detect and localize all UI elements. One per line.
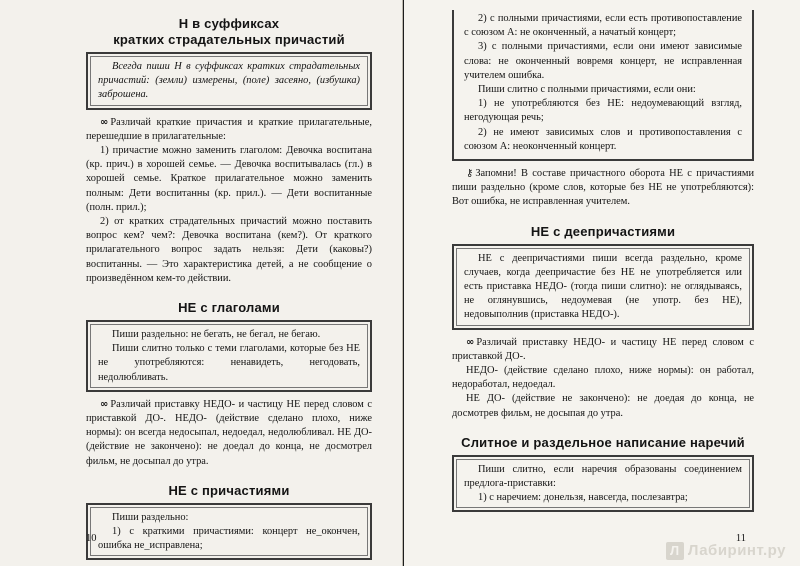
rule-text-3: Пиши слитно с полными причастиями, если они:: [478, 84, 696, 96]
paragraph-text: Различай приставку НЕДО- и частицу НЕ перед словом с приставкой ДО-. НЕДО- (действие сделано плохо, ниже нормы): он всегда недосыпал, недоедал, недолюбливал. НЕ ДО- (действие не закончено): не доедал до конца, не досмотрел фильм, не досыпал до утра.: [86, 398, 372, 467]
heading-ne-gerunds: НЕ с деепричастиями: [530, 223, 676, 239]
heading-line-2: кратких страдательных причастий: [113, 32, 345, 47]
labirint-logo-icon: Л: [666, 542, 684, 560]
rule-box-ne-verbs: [86, 320, 372, 392]
paragraph-nedo-prefix: НЕДО- (действие сделано плохо, ниже нормы): он работал, недоработал, недоедал.: [452, 365, 754, 391]
rule-box-n-suffix: [86, 52, 372, 110]
paragraph-compare: [86, 116, 372, 144]
paragraph-text: Различай приставку НЕДО- и частицу НЕ перед словом с приставкой ДО-.: [452, 336, 754, 362]
rule-box-continued: [452, 10, 754, 161]
remember-note: [452, 167, 754, 210]
rule-text-1: Пиши слитно, если наречия образованы соединением предлога-приставки:: [464, 463, 742, 490]
heading-adverbs: Слитное и раздельное написание наречий: [461, 434, 745, 450]
heading-n-suffix: [86, 16, 372, 48]
paragraph-ne-do: НЕ ДО- (действие не закончено): не доедая до конца, не досмотрев фильм, не досыпая до утра.: [452, 393, 754, 419]
heading-line-1: Н в суффиксах: [178, 16, 280, 31]
infinity-icon: ∞: [100, 116, 109, 128]
page-number: 11: [735, 533, 746, 544]
watermark: [666, 542, 786, 560]
rule-text-1: Пиши раздельно:: [112, 511, 189, 523]
paragraph-nedo: [86, 398, 372, 469]
rule-text: Всегда пиши Н в суффиксах кратких страдательных причастий: (земли) измерены, (поле) засеяно, (избушка) заброшена.: [98, 61, 360, 101]
paragraph-nedo: [452, 336, 754, 364]
paragraph-point-1: 1) причастие можно заменить глаголом: Девочка воспитана (кр. прич.) в хорошей семье. — Девочка воспитывалась (гл.) в хорошей семье. Краткое прилагательное можно заменить полным: Дети воспитанны (кр. прил.). — Дети воспитанные (полн. прил.);: [86, 145, 372, 213]
infinity-icon: ∞: [466, 336, 475, 348]
heading-ne-verbs: НЕ с глаголами: [178, 300, 280, 316]
infinity-icon: ∞: [100, 398, 109, 410]
rule-box-adverbs: [452, 455, 754, 513]
rule-text: НЕ с деепричастиями пиши всегда раздельно, кроме случаев, когда деепричастие без НЕ не употребляется или есть приставка НЕДО- (тогда пиши слитно): не оглядываясь, не оглянувшись, недоумевая (не употр. без НЕ), недовыполнив (приставка НЕДО-).: [464, 252, 742, 321]
rule-text-2: 1) с наречием: донельзя, навсегда, послезавтра;: [478, 492, 688, 504]
paragraph-point-2: 2) от кратких страдательных причастий можно поставить вопрос кем? чем?: Девочка воспитана (кем?). От краткого прилагательного вопрос задать нельзя: Дети (каковы?) воспитанны. — Это характеристика детей, а не сообщение о произведённом кем-то действии.: [86, 216, 372, 284]
remember-text: Запомни! В составе причастного оборота НЕ с причастиями пиши раздельно (кроме слов, которые без НЕ не употребляются): Вот ошибка, не исправленная учителем.: [452, 168, 754, 208]
rule-text-2: 1) с краткими причастиями: концерт не_окончен, ошибка не_исправлена;: [98, 526, 360, 552]
rule-box-ne-participles: [86, 503, 372, 561]
rule-text-1: Пиши раздельно: не бегать, не бегал, не бегаю.: [112, 329, 321, 341]
watermark-text: Лабиринт.ру: [687, 542, 786, 559]
right-page: [404, 0, 800, 566]
rule-text-4: 1) не употребляются без НЕ: недоумевающий взгляд, негодующая речь;: [464, 98, 742, 124]
rule-text-2: 3) с полными причастиями, если они имеют зависимые слова: не оконченный вовремя концерт, не исправленная учителем ошибка.: [464, 41, 742, 81]
rule-text-2: Пиши слитно только с теми глаголами, которые без НЕ не употребляются: ненавидеть, негодовать, недолюбливать.: [98, 343, 360, 383]
rule-text-1: 2) с полными причастиями, если есть противопоставление с союзом А: не оконченный, а начатый концерт;: [464, 13, 742, 39]
paragraph-text: Различай краткие причастия и краткие прилагательные, перешедшие в прилагательные:: [86, 116, 372, 142]
page-number: 10: [86, 533, 97, 544]
rule-text-5: 2) не имеют зависимых слов и противопоставления с союзом А: неоконченный концерт.: [464, 126, 742, 152]
key-icon: ⚷: [466, 168, 474, 180]
rule-box-ne-gerunds: [452, 244, 754, 330]
heading-ne-participles: НЕ с причастиями: [168, 482, 290, 498]
